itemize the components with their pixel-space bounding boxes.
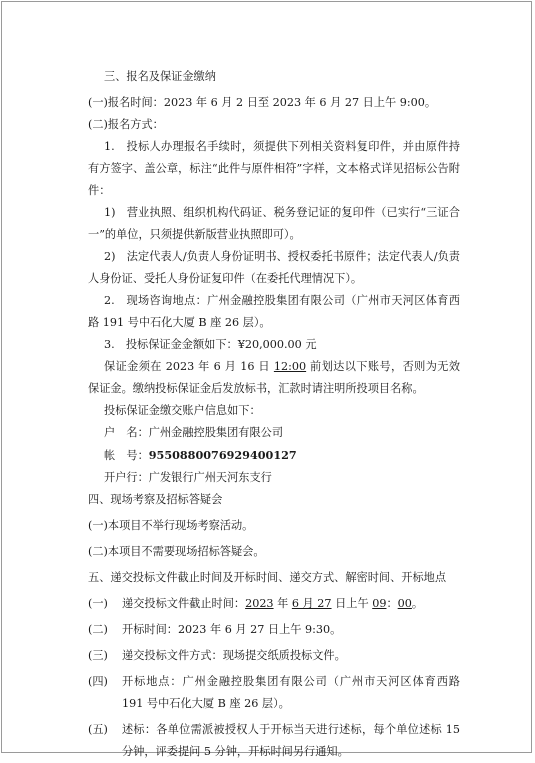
- deposit-time: 12:00: [273, 360, 307, 373]
- deadline-minute: 00: [397, 597, 412, 610]
- deadline-hour: 09: [372, 597, 387, 610]
- deposit-text-pre: 保证金须在 2023 年 6 月 16 日: [104, 360, 274, 373]
- item-number: (一): [88, 597, 108, 610]
- document-page: [1, 1, 532, 758]
- registration-item-1: 1. 投标人办理报名手续时，须提供下列相关资料复印件，并由原件持有方签字、盖公章，标注“此件与原件相符”字样，文本格式详见招标公告附件：: [88, 140, 460, 197]
- presentation-note: [88, 719, 460, 763]
- deadline-year-suffix: 年: [273, 597, 292, 610]
- opening-location-text: 开标地点：广州金融控股集团有限公司（广州市天河区体育西路 191 号中石化大厦 B 座 26 层）。: [122, 675, 460, 710]
- deadline-colon: ：: [386, 597, 398, 610]
- opening-location: [88, 671, 460, 715]
- section-3-heading: 三、报名及保证金缴纳: [104, 70, 216, 83]
- site-visit-note: (一)本项目不举行现场考察活动。: [88, 519, 254, 532]
- qa-meeting-note: (二)本项目不需要现场招标答疑会。: [88, 545, 265, 558]
- account-number-row: [88, 444, 460, 467]
- submission-deadline: [88, 593, 460, 615]
- registration-method-heading: (二)报名方式：: [88, 118, 164, 131]
- opening-time: [88, 619, 460, 641]
- registration-time: (一)报名时间：2023 年 6 月 2 日至 2023 年 6 月 27 日上午 9:00。: [88, 96, 437, 109]
- section-4-heading: 四、现场考察及招标答疑会: [88, 493, 223, 506]
- deadline-year: 2023: [245, 597, 274, 610]
- submission-method-text: 递交投标文件方式：现场提交纸质投标文件。: [122, 649, 346, 662]
- registration-item-2: 2. 现场咨询地点：广州金融控股集团有限公司（广州市天河区体育西路 191 号中石化大厦 B 座 26 层）。: [88, 294, 460, 329]
- account-bank-label: 开户行：: [104, 471, 149, 484]
- account-bank: 广发银行广州天河东支行: [148, 471, 272, 484]
- registration-item-3: 3. 投标保证金金额如下：¥20,000.00 元: [104, 338, 317, 351]
- registration-item-1a: 1) 营业执照、组织机构代码证、税务登记证的复印件（已实行“三证合一”的单位，只须提供新版营业执照即可）。: [88, 206, 460, 241]
- item-number: (二): [88, 623, 108, 636]
- deposit-text-post: 前划达以下账号，否则为无效保证金。缴纳投标保证金后发放标书，汇款时请注明所投项目名称。: [88, 360, 461, 395]
- presentation-note-text: 述标：各单位需派被授权人于开标当天进行述标，每个单位述标 15 分钟，评委提问 5 分钟，开标时间另行通知。: [122, 723, 460, 758]
- account-number: 9550880076929400127: [148, 448, 297, 462]
- account-name-label: 户 名：: [104, 426, 149, 439]
- item-number: (五): [88, 723, 108, 736]
- account-name: 广州金融控股集团有限公司: [148, 426, 284, 439]
- opening-time-text: 开标时间：2023 年 6 月 27 日上午 9:30。: [122, 623, 342, 636]
- item-number: (四): [88, 675, 108, 688]
- deadline-date: 6 月 27: [291, 597, 332, 610]
- submission-deadline-label: 递交投标文件截止时间：: [122, 597, 246, 610]
- submission-method: [88, 645, 460, 667]
- document-body: [88, 66, 460, 763]
- deadline-day-suffix: 日上午: [331, 597, 373, 610]
- deposit-deadline: [88, 356, 460, 400]
- account-intro: 投标保证金缴交账户信息如下：: [104, 404, 261, 417]
- account-bank-row: [88, 467, 460, 489]
- registration-item-1b: 2) 法定代表人/负责人身份证明书、授权委托书原件；法定代表人/负责人身份证、受托人身份证复印件（在委托代理情况下）。: [88, 250, 460, 285]
- account-name-row: [88, 422, 460, 444]
- section-5-heading: 五、递交投标文件截止时间及开标时间、递交方式、解密时间、开标地点: [88, 571, 447, 584]
- item-number: (三): [88, 649, 108, 662]
- deadline-end: 。: [411, 597, 424, 610]
- account-number-label: 帐 号：: [104, 449, 149, 462]
